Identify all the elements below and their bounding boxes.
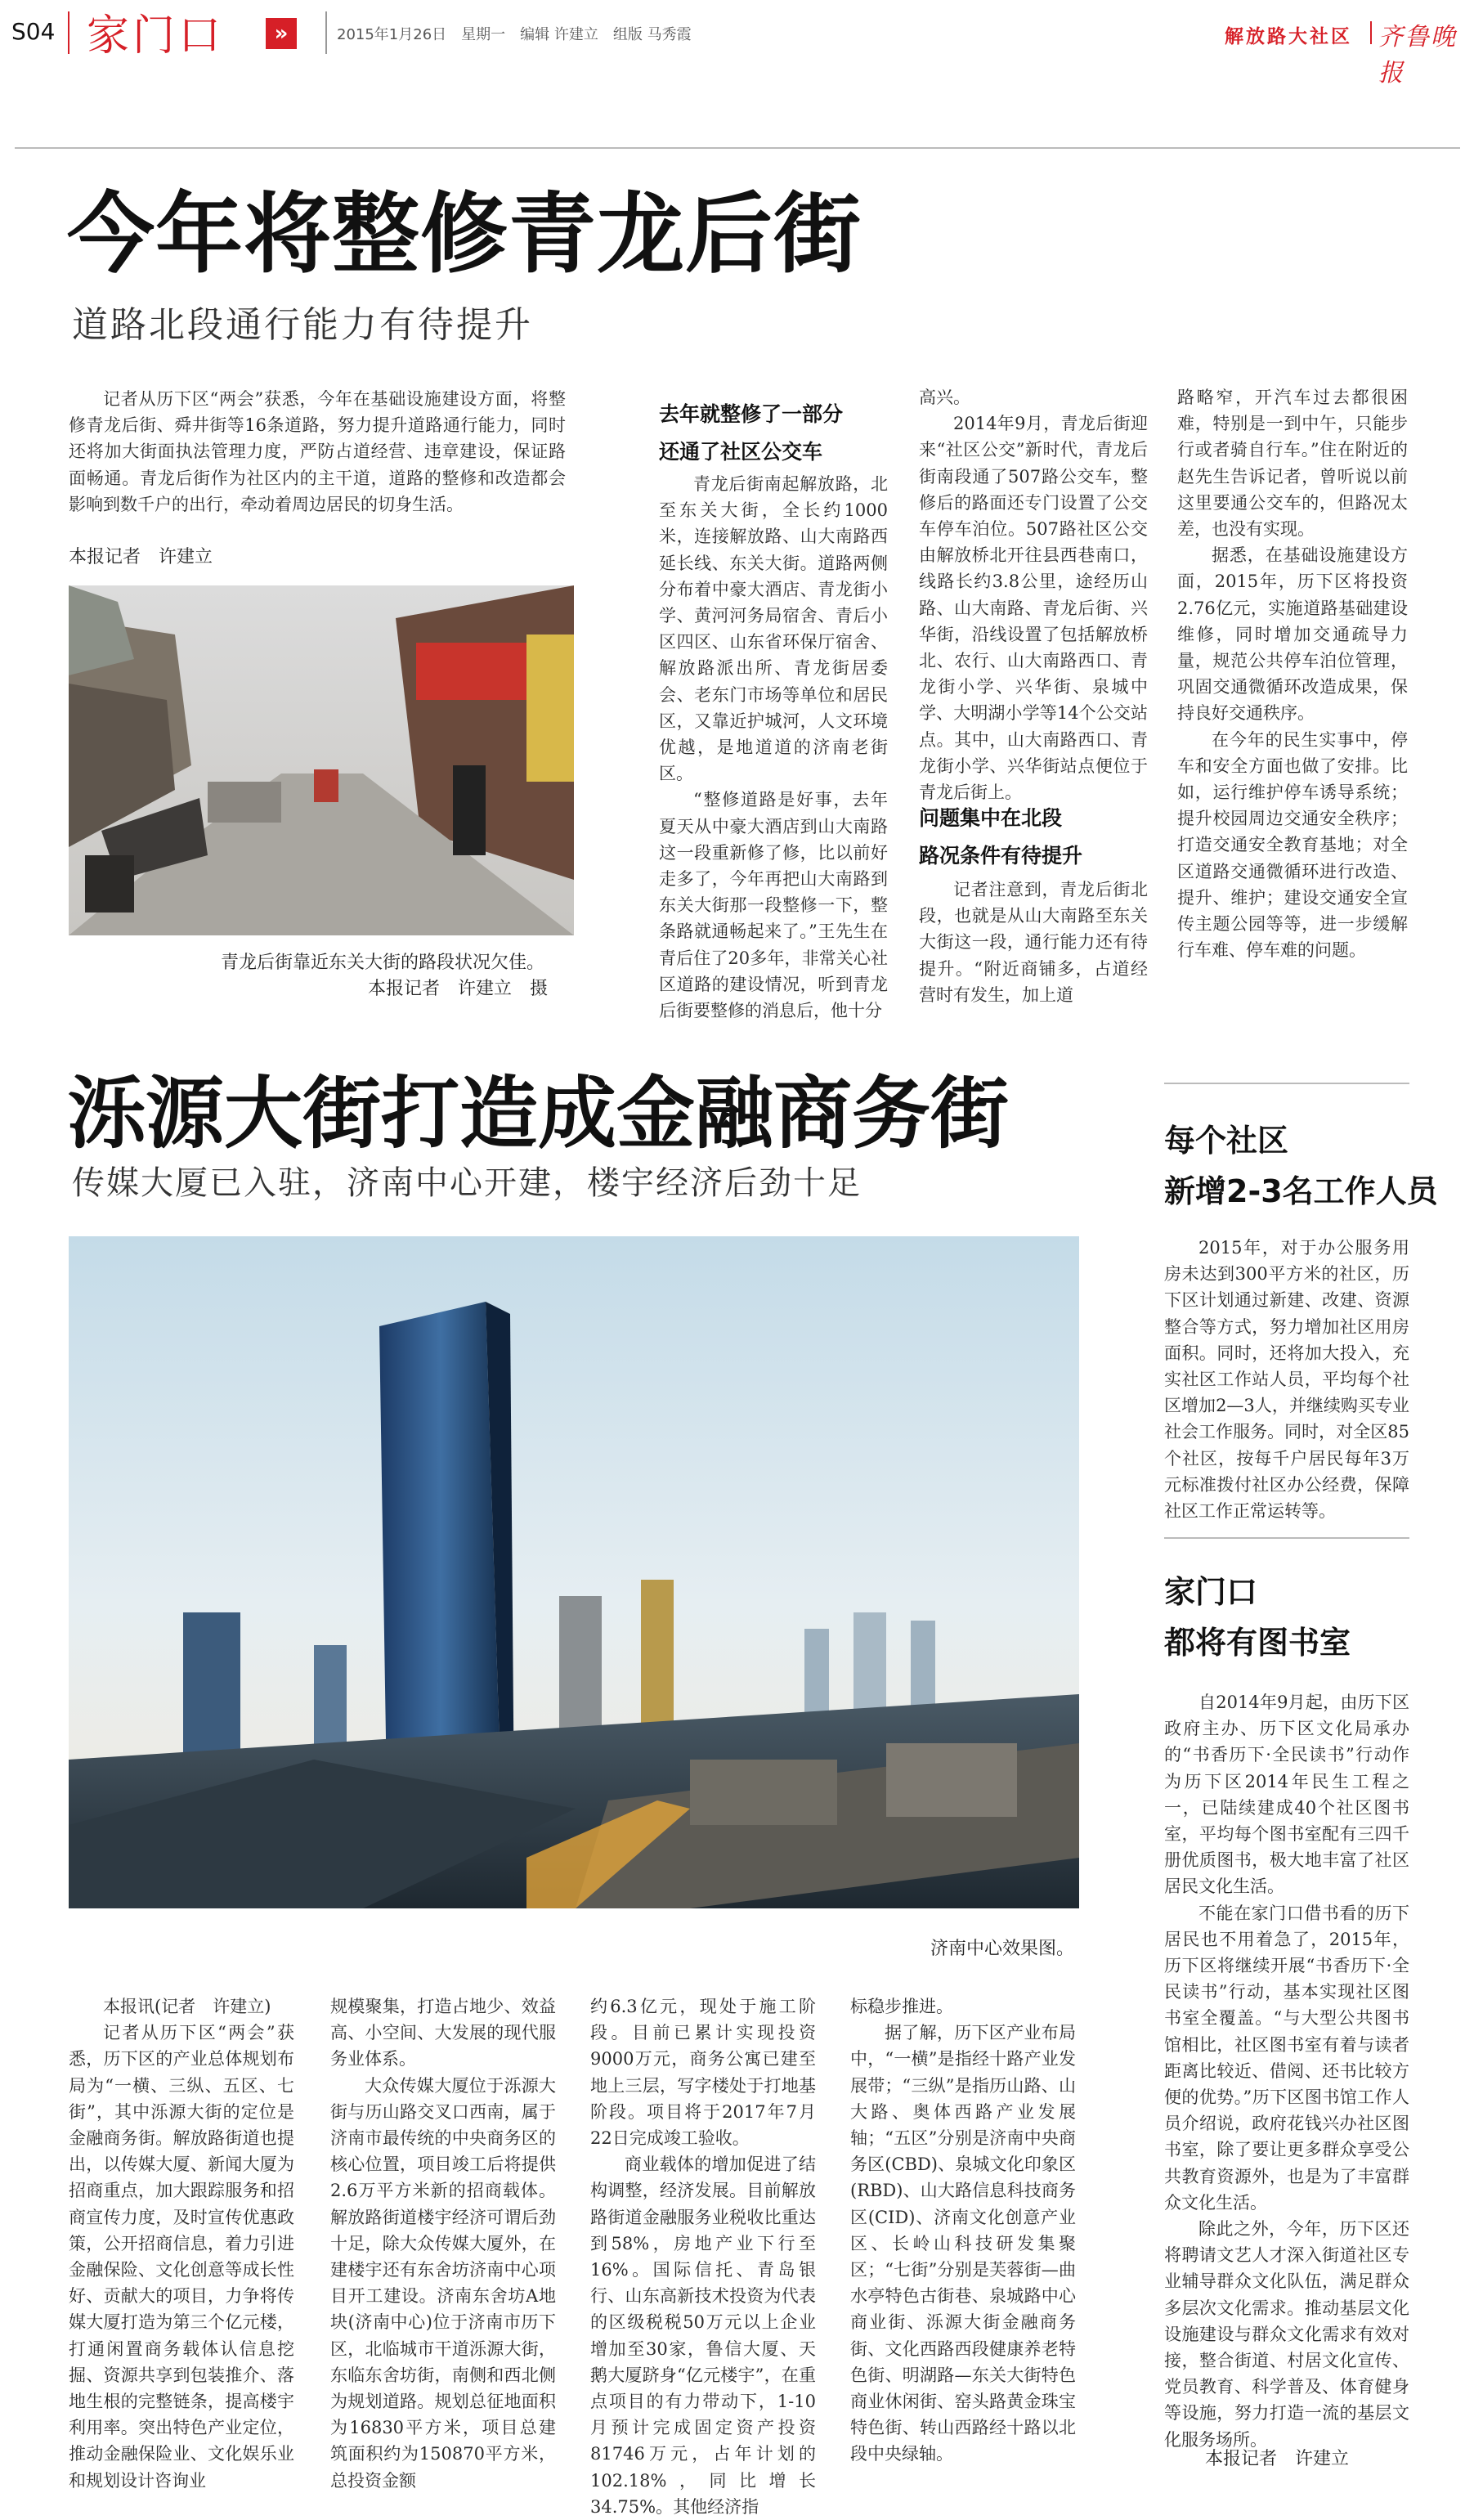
rendering-caption: 济南中心效果图。 xyxy=(930,1939,1075,1959)
street-photo xyxy=(69,585,574,935)
sidebar-body-1: 2015年，对于办公服务用房未达到300平方米的社区，历下区计划通过新建、改建、资源整合等方式，努力增加社区用房面积。同时，还将加大投入，充实社区工作站人员，平均每个社区增加2—3人，并继续购买专业社会工作服务。同时，对全区85个社区，按每千户居民每年3万元标准拨付社区办公经费，保障社区工作正常运转等。 xyxy=(1164,1238,1409,1522)
subhead-line: 问题集中在北段 xyxy=(919,806,1063,830)
a2-column-4: 标稳步推进。 据了解，历下区产业布局中，“一横”是指经十路产业发展带；“三纵”是指历山路、山大路、奥体西路产业发展轴；“五区”分别是济南中央商务区(CBD)、泉城文化印象区(RBD)、山大路信息科技商务区(CID)、济南文化创意产业区、长岭山科技研发集聚区；“七街”分别是芙蓉街—曲水亭特色古街巷、泉城路中心商业街、泺源大街金融商务街、文化西路西段健康养老特色街、明湖路—东关大街特色商业休闲街、窑头路黄金珠宝特色街、转山西路经十路以北段中央绿轴。 xyxy=(850,1997,1076,2464)
page-number: S04 xyxy=(11,18,56,45)
sidebar-headline-line: 每个社区 xyxy=(1164,1123,1289,1159)
header-divider xyxy=(1370,21,1372,44)
sidebar-headline-line: 新增2-3名工作人员 xyxy=(1164,1173,1438,1209)
subhead-line: 去年就整修了一部分 xyxy=(659,402,844,426)
sidebar-headline-2 xyxy=(1164,1567,1351,1668)
jinan-center-rendering xyxy=(69,1236,1079,1908)
a1-column-2: 青龙后街南起解放路，北至东关大街，全长约1000米，连接解放路、山大南路西延长线、东关大街。道路两侧分布着中豪大酒店、青龙街小学、黄河河务局宿舍、青后小区四区、山东省环保厅宿舍、解放路派出所、青龙街居委会、老东门市场等单位和居民区，又靠近护城河，人文环境优越，是地道道的济南老街区。 “整修道路是好事，去年夏天从中豪大酒店到山大南路这一段重新修了修，比以前好走多了，今年再把山大南路到东关大街那一段整修一下，整条路就通畅起来了。”王先生在青后住了20多年，非常关心社区道路的建设情况，听到青龙后街要整修的消息后，他十分 xyxy=(659,474,888,1021)
issue-meta: 2015年1月26日 星期一 编辑 许建立 组版 马秀霞 xyxy=(337,26,692,43)
sidebar-headline-1 xyxy=(1164,1115,1438,1217)
header-divider xyxy=(68,11,69,54)
header-rule xyxy=(15,147,1460,149)
lead-paragraph: 记者从历下区“两会”获悉，今年在基础设施建设方面，将整修青龙后街、舜井街等16条道路，努力提升道路通行能力，同时还将加大街面执法管理力度，严防占道经营、违章建设，保证路面畅通。青龙后街作为社区内的主干道，道路的整修和改造都会影响到数千户的出行，牵动着周边居民的切身生活。 xyxy=(69,389,566,514)
header-divider xyxy=(325,11,327,54)
headline-2: 泺源大街打造成金融商务街 xyxy=(67,1068,1009,1159)
byline-1: 本报记者 许建立 xyxy=(69,547,213,567)
sidebar-rule xyxy=(1164,1537,1409,1539)
a2-column-3: 约6.3亿元，现处于施工阶段。目前已累计实现投资9000万元，商务公寓已建至地上三层，写字楼处于打地基阶段。项目将于2017年7月22日完成竣工验收。 商业载体的增加促进了结构调整，经济发展。目前解放路街道金融服务业税收比重达到58%，房地产业下行至16%。国际信托、青岛银行、山东高新技术投资为代表的区级税税50万元以上企业增加至30家，鲁信大厦、天鹅大厦跻身“亿元楼宇”，在重点项目的有力带动下，1-10月预计完成固定资产投资81746万元，占年计划的102.18%，同比增长34.75%。其他经济指 xyxy=(590,1997,816,2517)
newspaper-logo: 齐鲁晚报 xyxy=(1378,23,1457,87)
subheadline-2: 传媒大厦已入驻，济南中心开建，楼宇经济后劲十足 xyxy=(72,1164,862,1202)
subhead-north-section xyxy=(919,800,1082,875)
photo-credit-1: 本报记者 许建立 摄 xyxy=(368,979,549,999)
a2-column-2: 规模聚集，打造占地少、效益高、小空间、大发展的现代服务业体系。 大众传媒大厦位于泺源大街与历山路交叉口西南，属于济南市最传统的中央商务区的核心位置，项目竣工后将提供2.6万平方米新的招商载体。解放路街道楼宇经济可谓后劲十足，除大众传媒大厦外，在建楼宇还有东舍坊济南中心项目开工建设。济南东舍坊A地块(济南中心)位于济南市历下区，北临城市干道泺源大街，东临东舍坊街，南侧和西北侧为规划道路。规划总征地面积为16830平方米，项目总建筑面积约为150870平方米，总投资金额 xyxy=(330,1997,556,2491)
column-name: 解放路大社区 xyxy=(1225,26,1352,47)
sidebar-headline-line: 家门口 xyxy=(1164,1574,1258,1610)
section-arrow-icon: » xyxy=(266,18,297,49)
section-title: 家门口 xyxy=(87,11,225,61)
subhead-last-year xyxy=(659,396,843,471)
a1-column-4: 路略窄，开汽车过去都很困难，特别是一到中午，只能步行或者骑自行车。”住在附近的赵先生告诉记者，曾听说以前这里要通公交车的，但路况太差，也没有实现。 据悉，在基础设施建设方面，2015年，历下区将投资2.76亿元，实施道路基础建设维修，同时增加交通疏导力量，规范公共停车泊位管理，巩固交通微循环改造成果，保持良好交通秩序。 在今年的民生实事中，停车和安全方面也做了安排。比如，运行维护停车诱导系统；提升校园周边交通安全秩序；打造交通安全教育基地；对全区道路交通微循环进行改造、提升、维护；建设交通安全宣传主题公园等等，进一步缓解行车难、停车难的问题。 xyxy=(1177,388,1408,961)
a2-column-1: 本报讯(记者 许建立) 记者从历下区“两会”获悉，历下区的产业总体规划布局为“一横、三纵、五区、七街”，其中泺源大街的定位是金融商务街。解放路街道也提出，以传媒大厦、新闻大厦为招商重点，加大跟踪服务和招商宣传力度，及时宣传优惠政策，公开招商信息，着力引进金融保险、文化创意等成长性好、贡献大的项目，力争将传媒大厦打造为第三个亿元楼，打通闲置商务载体认信息挖掘、资源共享到包装推介、落地生根的完整链条，提高楼宇利用率。突出特色产业定位，推动金融保险业、文化娱乐业和规划设计咨询业 xyxy=(69,1997,294,2491)
section-rule xyxy=(1164,1083,1409,1084)
a1-column-3b: 记者注意到，青龙后街北段，也就是从山大南路至东关大街这一段，通行能力还有待提升。“附近商铺多，占道经营时有发生，加上道 xyxy=(919,880,1148,1005)
subhead-line: 路况条件有待提升 xyxy=(919,844,1083,868)
sidebar-headline-line: 都将有图书室 xyxy=(1164,1625,1351,1661)
photo-caption-1: 青龙后街靠近东关大街的路段状况欠佳。 xyxy=(221,953,545,973)
subhead-line: 还通了社区公交车 xyxy=(659,440,823,464)
a1-column-3a: 高兴。 2014年9月，青龙后街迎来“社区公交”新时代，青龙后街南段通了507路公交车，整修后的路面还专门设置了公交车停车泊位。507路社区公交由解放桥北开往县西巷南口，线路长约3.8公里，途经历山路、山大南路、青龙后街、兴华街，沿线设置了包括解放桥北、农行、山大南路西口、青龙街小学、兴华街、泉城中学、大明湖小学等14个公交站点。其中，山大南路西口、青龙街小学、兴华街站点便位于青龙后街上。 xyxy=(919,388,1148,803)
byline-sidebar: 本报记者 许建立 xyxy=(1205,2449,1350,2469)
subheadline-1: 道路北段通行能力有待提升 xyxy=(72,304,533,346)
sidebar-body-2: 自2014年9月起，由历下区政府主办、历下区文化局承办的“书香历下·全民读书”行动作为历下区2014年民生工程之一，已陆续建成40个社区图书室，平均每个图书室配有三四千册优质图书，极大地丰富了社区居民文化生活。 不能在家门口借书看的历下居民也不用着急了，2015年，历下区将继续开展“书香历下·全民读书”行动，基本实现社区图书室全覆盖。“与大型公共图书馆相比，社区图书室有着与读者距离比较近、借阅、还书比较方便的优势。”历下区图书馆工作人员介绍说，政府花钱兴办社区图书室，除了要让更多群众享受公共教育资源外，也是为了丰富群众文化生活。 除此之外，今年，历下区还将聘请文艺人才深入街道社区专业辅导群众文化队伍，满足群众多层次文化需求。推动基层文化设施建设与群众文化需求有效对接，整合街道、村居文化宣传、党员教育、科学普及、体育健身等设施，努力打造一流的基层文化服务场所。 xyxy=(1164,1693,1409,2450)
headline-1: 今年将整修青龙后街 xyxy=(67,184,862,285)
